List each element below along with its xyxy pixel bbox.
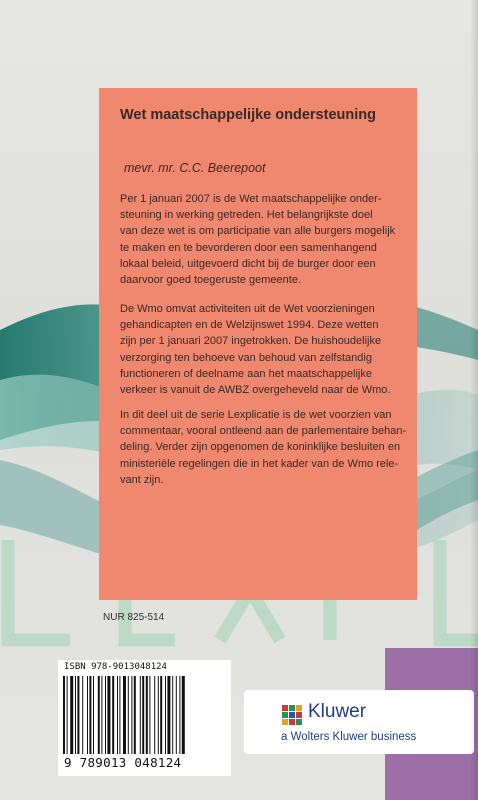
- barcode-bar: [112, 676, 114, 754]
- barcode-bar: [101, 676, 102, 754]
- barcode-bar: [140, 676, 141, 754]
- barcode-bar: [63, 676, 65, 754]
- barcode-bar: [149, 676, 150, 754]
- barcode-bar: [123, 676, 126, 754]
- barcode-bar: [87, 676, 88, 754]
- kluwer-logo-icon: [282, 705, 302, 725]
- barcode-bar: [142, 676, 144, 754]
- barcode-bar: [119, 676, 120, 754]
- barcode-bar: [167, 676, 170, 754]
- barcode-bar: [154, 676, 155, 754]
- barcode-bar: [179, 676, 180, 754]
- book-title: Wet maatschappelijke ondersteuning: [120, 107, 376, 123]
- barcode-bar: [98, 676, 100, 754]
- barcode-bar: [77, 676, 79, 754]
- barcode-bar: [107, 676, 110, 754]
- barcode-bar: [128, 676, 129, 754]
- publisher-brand: Kluwer: [308, 701, 367, 722]
- barcode-bar: [93, 676, 94, 754]
- nur-code: NUR 825-514: [103, 612, 165, 623]
- author-name: mevr. mr. C.C. Beerepoot: [124, 161, 266, 175]
- barcode-bar: [165, 676, 166, 754]
- barcode-digits: 9 789013 048124: [64, 755, 182, 770]
- barcode-bar: [172, 676, 173, 754]
- barcode-bar: [82, 676, 83, 754]
- barcode-label: [58, 660, 231, 776]
- blurb-paragraph-3: In dit deel uit de serie Lexplicatie is de wet voorzien van commentaar, vooral ontleend aan de parlementaire behan- deling. Verder zijn opgenomen de koninklijke besluiten en ministeriële regelingen die in het kader van de Wmo rele- vant zijn.: [120, 409, 407, 486]
- barcode-bar: [131, 676, 132, 754]
- barcode-bar: [160, 676, 162, 754]
- blurb-paragraph-2: De Wmo omvat activiteiten uit de Wet voorzieningen gehandicapten en de Welzijnswet 1994. Deze wetten zijn per 1 januari 2007 ingetrokken. De huishoudelijke verzorging ten behoeve van behoud van zelfstandig functioneren of deelname aan het maatschappelijke verkeer is vanuit de AWBZ overgeheveld naar de Wmo.: [120, 303, 391, 397]
- barcode-bar: [117, 676, 118, 754]
- barcode-bar: [176, 676, 177, 754]
- barcode-bar: [146, 676, 148, 754]
- barcode-bar: [89, 676, 91, 754]
- barcode-bar: [75, 676, 76, 754]
- barcode-icon: [63, 676, 226, 754]
- barcode-bar: [158, 676, 159, 754]
- barcode-bar: [134, 676, 136, 754]
- barcode-bar: [67, 676, 68, 754]
- blurb-paragraph-1: Per 1 januari 2007 is de Wet maatschappelijke onder- steuning in werking getreden. Het belangrijkste doel van deze wet is om participatie van alle burgers mogelijk te maken en te bevorderen door een samenhangend lokaal beleid, uitgevoerd dicht bij de burger door een daarvoor goed toegeruste gemeente.: [120, 193, 396, 287]
- isbn-text: ISBN 978-9013048124: [64, 662, 167, 672]
- publisher-tagline: a Wolters Kluwer business: [281, 731, 417, 743]
- barcode-bar: [70, 676, 73, 754]
- barcode-bar: [182, 676, 185, 754]
- barcode-bar: [105, 676, 106, 754]
- blurb-panel: [99, 88, 417, 600]
- publisher-logo-box: [244, 690, 474, 754]
- edge-shadow: [470, 0, 478, 800]
